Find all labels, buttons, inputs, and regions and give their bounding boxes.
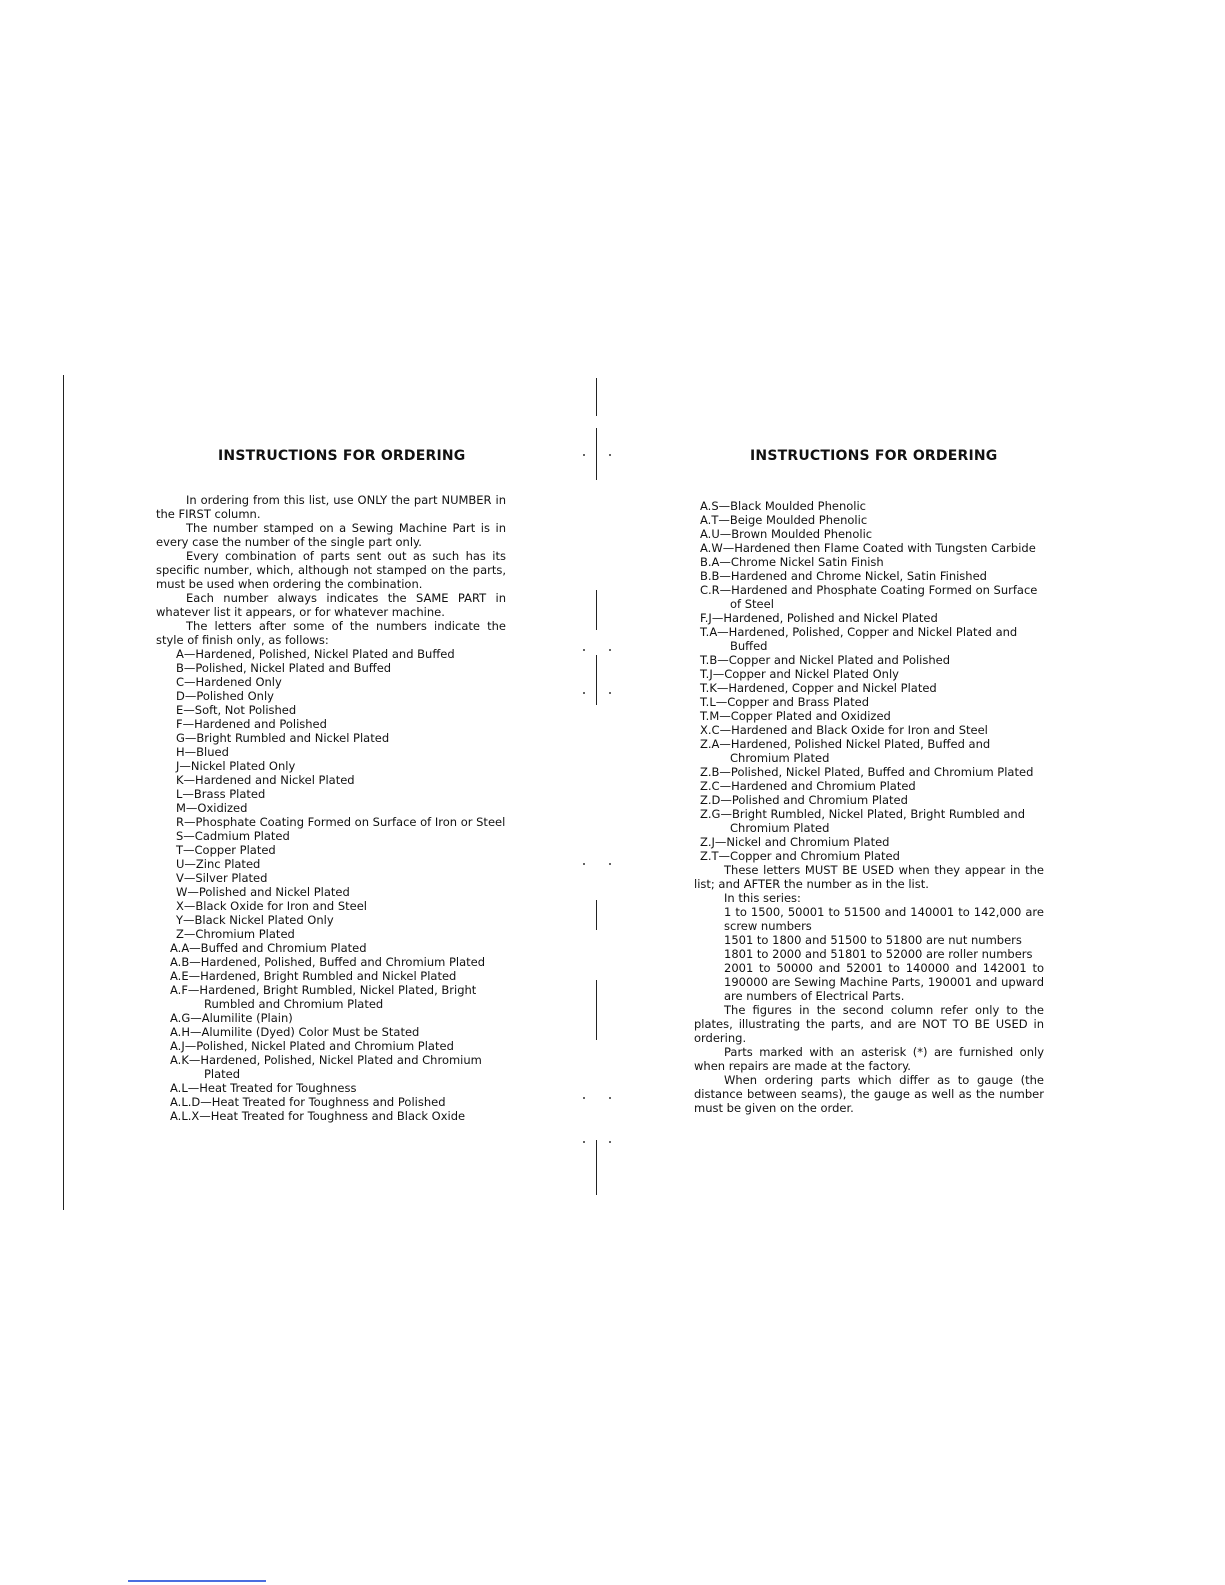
finish-code-item: Z.C—Hardened and Chromium Plated: [700, 779, 916, 793]
finish-code-item: E—Soft, Not Polished: [176, 703, 297, 717]
ordering-instructions: [694, 499, 1044, 1115]
finish-code-item: A.T—Beige Moulded Phenolic: [700, 513, 868, 527]
paragraph: In ordering from this list, use ONLY the part NUMBER in the FIRST column.: [156, 493, 506, 521]
finish-code-item: A.H—Alumilite (Dyed) Color Must be Stated: [170, 1025, 420, 1039]
finish-code-item: Z.T—Copper and Chromium Plated: [700, 849, 900, 863]
finish-code-item: T—Copper Plated: [176, 843, 276, 857]
finish-code-item: Z.D—Polished and Chromium Plated: [700, 793, 908, 807]
paragraph: The number stamped on a Sewing Machine Part is in every case the number of the single part only.: [156, 521, 506, 549]
finish-code-item: J—Nickel Plated Only: [176, 759, 296, 773]
finish-code-item: Z—Chromium Plated: [176, 927, 295, 941]
finish-code-item: T.J—Copper and Nickel Plated Only: [700, 667, 899, 681]
finish-code-item: A.U—Brown Moulded Phenolic: [700, 527, 873, 541]
series-range: 1501 to 1800 and 51500 to 51800 are nut numbers: [724, 933, 1022, 947]
finish-code-item: A.S—Black Moulded Phenolic: [700, 499, 866, 513]
finish-code-item: V—Silver Plated: [176, 871, 268, 885]
series-range: 1 to 1500, 50001 to 51500 and 140001 to 142,000 are screw numbers: [724, 905, 1044, 933]
usage-note: These letters MUST BE USED when they appear in the list; and AFTER the number as in the list.: [694, 863, 1044, 891]
finish-code-item: Z.G—Bright Rumbled, Nickel Plated, Bright Rumbled and Chromium Plated: [700, 807, 1026, 835]
finish-code-item: B.B—Hardened and Chrome Nickel, Satin Finished: [700, 569, 987, 583]
finish-code-item: C.R—Hardened and Phosphate Coating Formed on Surface of Steel: [700, 583, 1038, 611]
finish-code-item: A.E—Hardened, Bright Rumbled and Nickel Plated: [170, 969, 457, 983]
paragraph: Parts marked with an asterisk (*) are furnished only when repairs are made at the factory.: [694, 1045, 1044, 1073]
page-heading: INSTRUCTIONS FOR ORDERING: [750, 448, 998, 464]
finish-code-item: T.K—Hardened, Copper and Nickel Plated: [700, 681, 937, 695]
paragraph: The figures in the second column refer only to the plates, illustrating the parts, and are NOT TO BE USED in ordering.: [694, 1003, 1044, 1045]
finish-code-item: A.G—Alumilite (Plain): [170, 1011, 293, 1025]
finish-code-item: A.B—Hardened, Polished, Buffed and Chromium Plated: [170, 955, 486, 969]
finish-code-item: Z.B—Polished, Nickel Plated, Buffed and Chromium Plated: [700, 765, 1034, 779]
finish-code-item: A.A—Buffed and Chromium Plated: [170, 941, 367, 955]
finish-code-item: A—Hardened, Polished, Nickel Plated and Buffed: [176, 647, 455, 661]
finish-code-item: A.K—Hardened, Polished, Nickel Plated and Chromium Plated: [170, 1053, 482, 1081]
series-range: 2001 to 50000 and 52001 to 140000 and 142001 to 190000 are Sewing Machine Parts, 190001 and upward are numbers of Electrical Parts.: [724, 961, 1044, 1003]
finish-code-item: T.L—Copper and Brass Plated: [700, 695, 870, 709]
finish-code-item: S—Cadmium Plated: [176, 829, 290, 843]
finish-code-item: A.F—Hardened, Bright Rumbled, Nickel Plated, Bright Rumbled and Chromium Plated: [170, 983, 477, 1011]
page-heading: INSTRUCTIONS FOR ORDERING: [218, 448, 466, 464]
finish-code-item: T.A—Hardened, Polished, Copper and Nickel Plated and Buffed: [700, 625, 1018, 653]
paragraph: When ordering parts which differ as to gauge (the distance between seams), the gauge as well as the number must be given on the order.: [694, 1073, 1044, 1115]
series-intro: In this series:: [724, 891, 801, 905]
paragraph: Every combination of parts sent out as such has its specific number, which, although not stamped on the parts, must be used when ordering the combination.: [156, 549, 506, 591]
right-page: [600, 0, 1225, 1585]
finish-code-item: T.M—Copper Plated and Oxidized: [700, 709, 891, 723]
finish-code-list: [694, 499, 1044, 863]
finish-code-item: T.B—Copper and Nickel Plated and Polished: [700, 653, 951, 667]
finish-code-item: R—Phosphate Coating Formed on Surface of Iron or Steel: [176, 815, 506, 829]
finish-code-item: A.L—Heat Treated for Toughness: [170, 1081, 357, 1095]
finish-code-item: D—Polished Only: [176, 689, 274, 703]
finish-code-item: X.C—Hardened and Black Oxide for Iron and Steel: [700, 723, 988, 737]
finish-code-item: C—Hardened Only: [176, 675, 282, 689]
finish-code-item: B—Polished, Nickel Plated and Buffed: [176, 661, 392, 675]
paragraph: Each number always indicates the SAME PART in whatever list it appears, or for whatever machine.: [156, 591, 506, 619]
left-page: [0, 0, 600, 1585]
finish-code-item: F.J—Hardened, Polished and Nickel Plated: [700, 611, 938, 625]
finish-code-item: F—Hardened and Polished: [176, 717, 327, 731]
finish-code-list: [156, 647, 506, 1123]
ordering-instructions: [156, 493, 506, 1123]
finish-code-item: Z.A—Hardened, Polished Nickel Plated, Buffed and Chromium Plated: [700, 737, 991, 765]
finish-code-item: W—Polished and Nickel Plated: [176, 885, 350, 899]
ordering-notes: [694, 863, 1044, 1115]
finish-code-item: M—Oxidized: [176, 801, 248, 815]
finish-code-item: Y—Black Nickel Plated Only: [176, 913, 334, 927]
finish-code-item: B.A—Chrome Nickel Satin Finish: [700, 555, 884, 569]
finish-code-item: A.L.X—Heat Treated for Toughness and Black Oxide: [170, 1109, 466, 1123]
finish-code-item: X—Black Oxide for Iron and Steel: [176, 899, 367, 913]
finish-code-item: U—Zinc Plated: [176, 857, 261, 871]
finish-code-item: H—Blued: [176, 745, 229, 759]
finish-code-item: A.L.D—Heat Treated for Toughness and Polished: [170, 1095, 446, 1109]
finish-code-item: G—Bright Rumbled and Nickel Plated: [176, 731, 390, 745]
finish-code-item: A.J—Polished, Nickel Plated and Chromium Plated: [170, 1039, 454, 1053]
paragraph: The letters after some of the numbers indicate the style of finish only, as follows:: [156, 619, 506, 647]
finish-code-item: A.W—Hardened then Flame Coated with Tungsten Carbide: [700, 541, 1036, 555]
finish-code-item: Z.J—Nickel and Chromium Plated: [700, 835, 890, 849]
finish-code-item: L—Brass Plated: [176, 787, 266, 801]
finish-code-item: K—Hardened and Nickel Plated: [176, 773, 355, 787]
series-range: 1801 to 2000 and 51801 to 52000 are roller numbers: [724, 947, 1033, 961]
